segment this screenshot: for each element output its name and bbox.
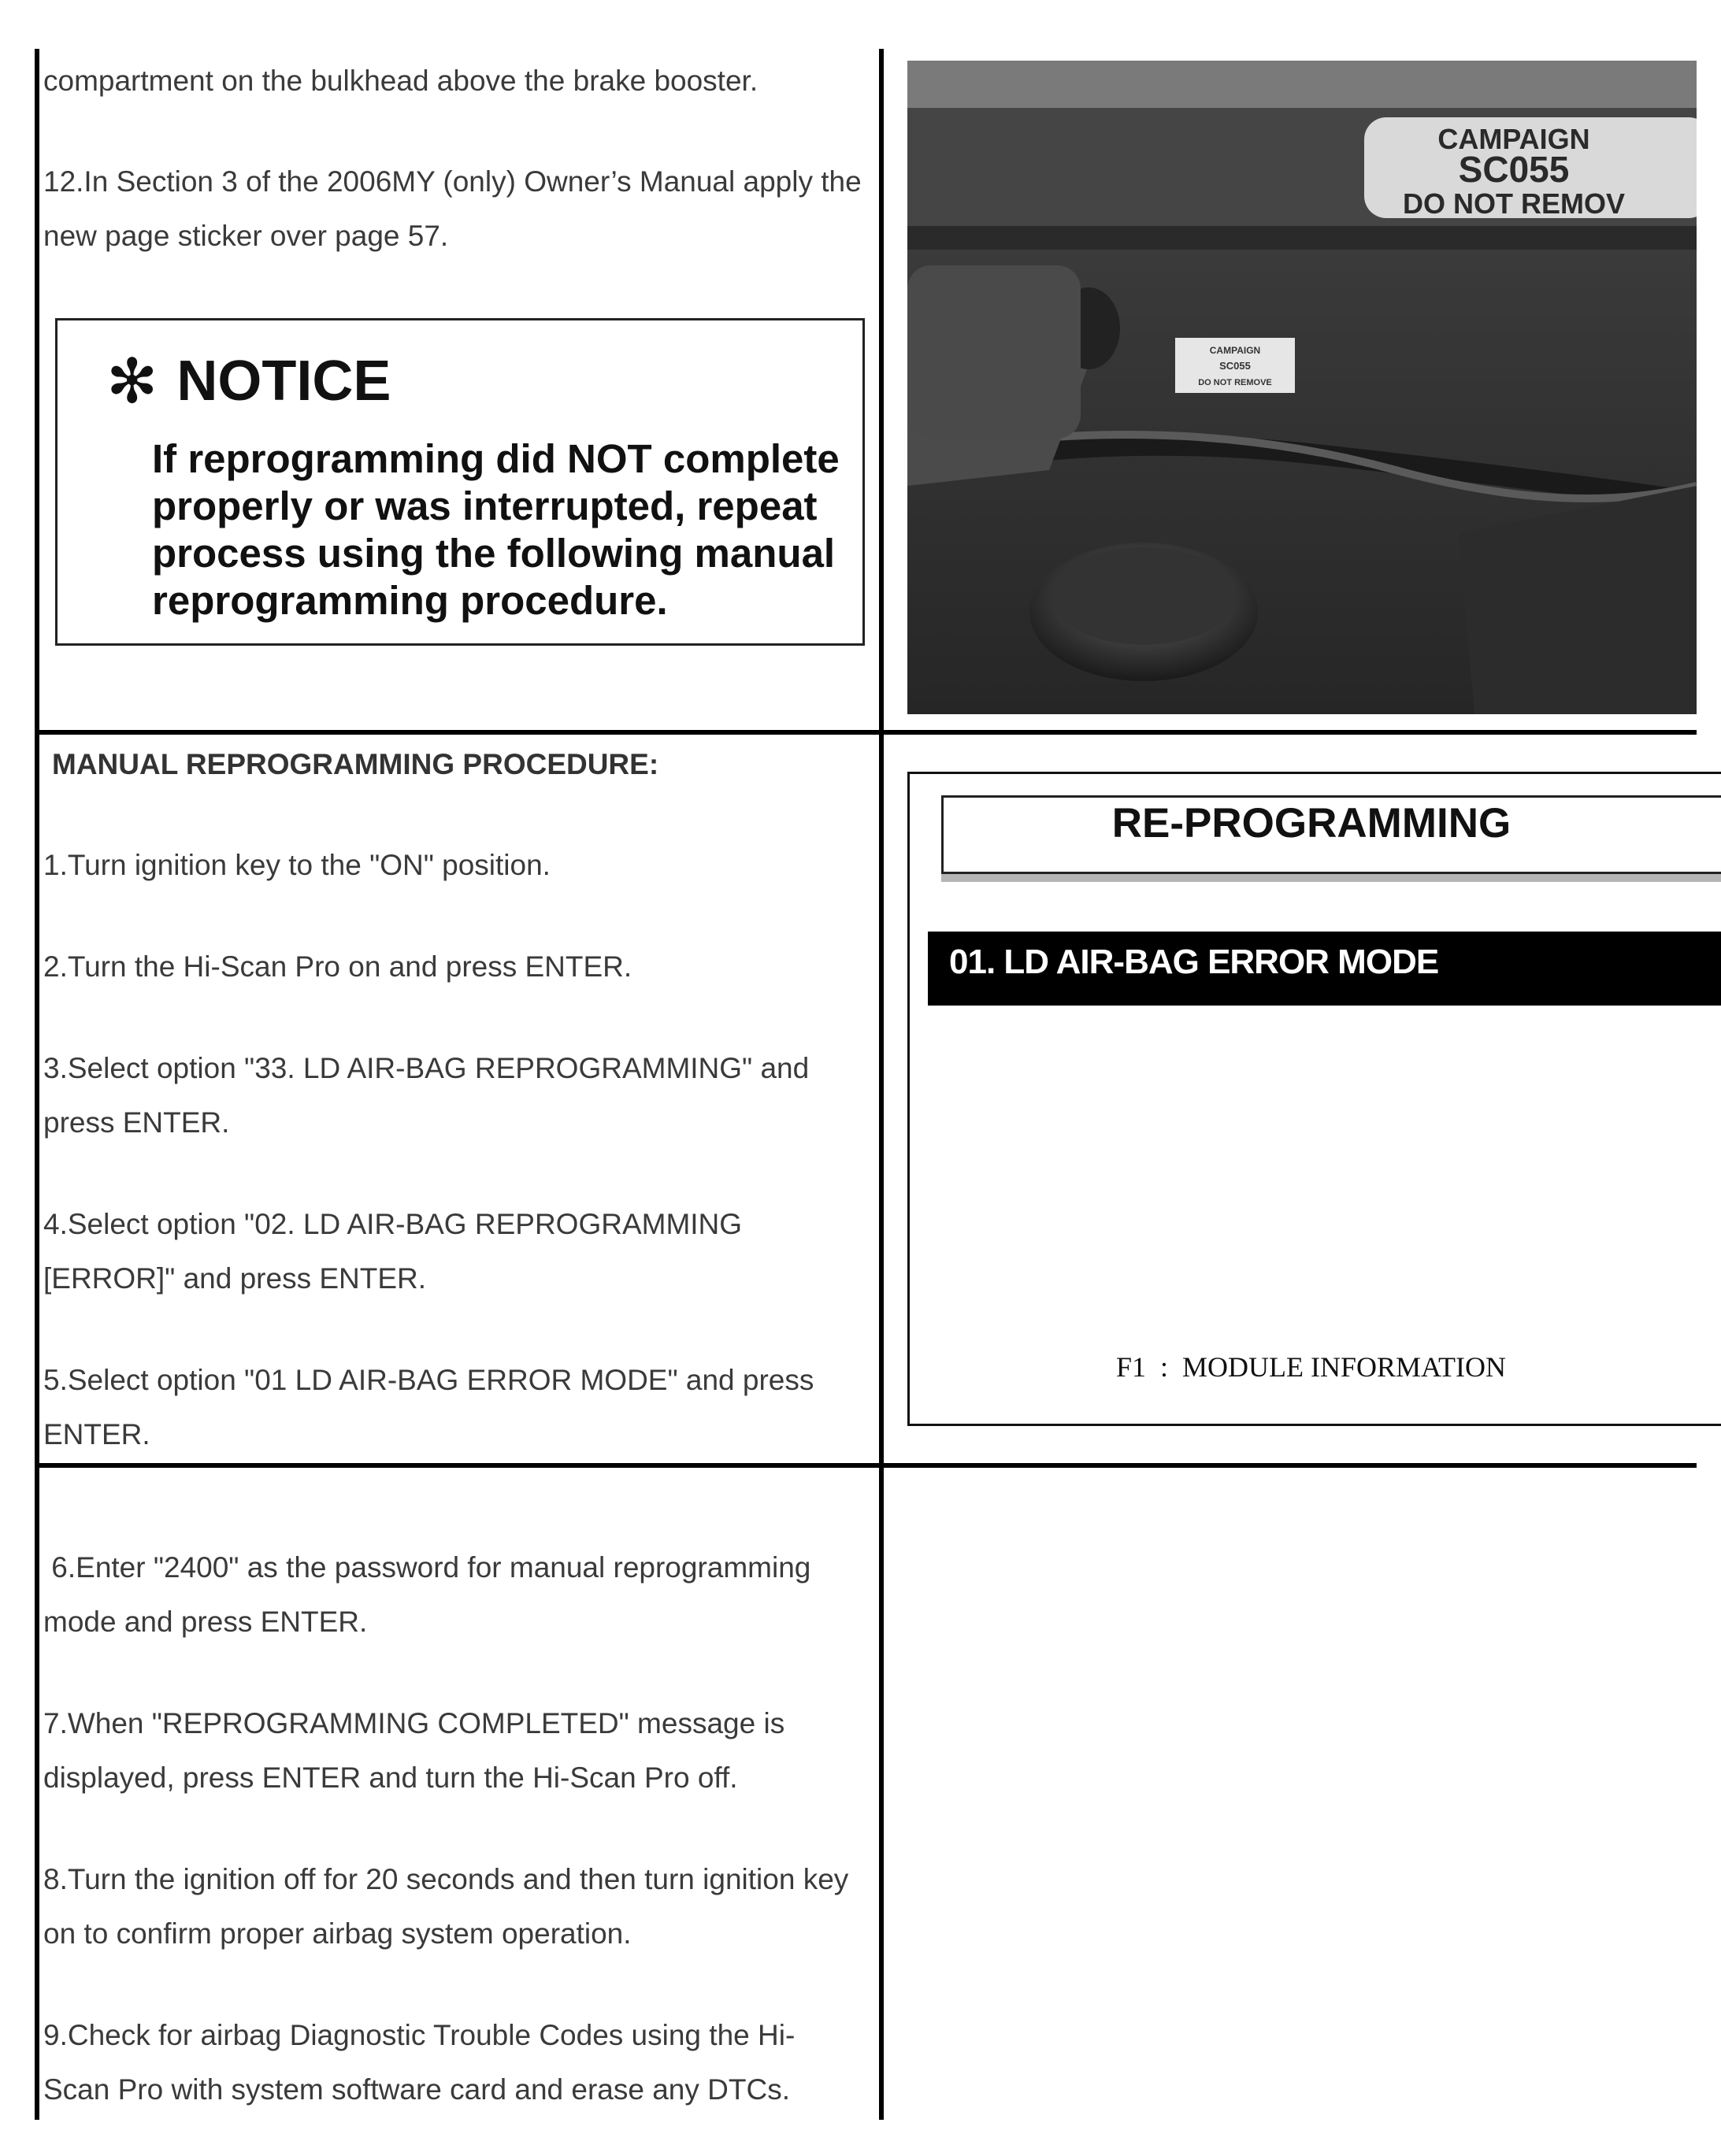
screen-footer: F1 : MODULE INFORMATION [1116,1351,1507,1383]
asterisk-icon: ✻ [106,346,158,416]
step5-line2: ENTER. [43,1418,150,1450]
step6-line1: 6.Enter "2400" as the password for manual reprogramming [43,1551,811,1584]
big-sticker-line3: DO NOT REMOV [1402,187,1626,220]
notice-heading [106,346,391,416]
step7-line2: displayed, press ENTER and turn the Hi-Scan Pro off. [43,1761,738,1794]
step4-line1: 4.Select option "02. LD AIR-BAG REPROGRAMMING [43,1208,743,1240]
step8-line2: on to confirm proper airbag system operation. [43,1917,632,1950]
notice-title: NOTICE [176,350,391,413]
small-sticker-line1: CAMPAIGN [1209,345,1261,356]
big-sticker-line1: CAMPAIGN [1437,123,1590,155]
small-sticker-line2: SC055 [1219,360,1251,372]
notice-box [55,318,865,646]
small-sticker-line3: DO NOT REMOVE [1198,378,1272,387]
table-center-divider [879,49,884,2120]
step6-line2: mode and press ENTER. [43,1606,368,1638]
step4-line2: [ERROR]" and press ENTER. [43,1262,427,1295]
notice-line: If reprogramming did NOT complete [152,436,840,481]
engine-bay-illustration [907,61,1697,714]
big-sticker-line2: SC055 [1458,149,1570,190]
table-left-border [35,49,39,2120]
step12-line1: 12.In Section 3 of the 2006MY (only) Owner’s Manual apply the [43,165,862,198]
intro-line: compartment on the bulkhead above the brake booster. [43,65,759,97]
step1: 1.Turn ignition key to the "ON" position. [43,849,551,881]
step12-line2: new page sticker over page 57. [43,220,449,252]
step9-line2: Scan Pro with system software card and erase any DTCs. [43,2073,790,2106]
step3-line2: press ENTER. [43,1106,230,1139]
notice-line: process using the following manual [152,531,836,576]
engine-bay-photo [907,61,1697,714]
step8-line1: 8.Turn the ignition off for 20 seconds and then turn ignition key [43,1863,849,1895]
row-divider-2 [35,1463,1697,1468]
notice-line: reprogramming procedure. [152,578,668,623]
step2: 2.Turn the Hi-Scan Pro on and press ENTER. [43,950,632,983]
selected-option: 01. LD AIR-BAG ERROR MODE [949,943,1439,981]
row-divider-1 [35,730,1697,735]
step9-line1: 9.Check for airbag Diagnostic Trouble Codes using the Hi- [43,2019,796,2051]
step5-line1: 5.Select option "01 LD AIR-BAG ERROR MODE" and press [43,1364,814,1396]
notice-line: properly or was interrupted, repeat [152,483,818,528]
step7-line1: 7.When "REPROGRAMMING COMPLETED" message is [43,1707,785,1739]
step3-line1: 3.Select option "33. LD AIR-BAG REPROGRAMMING" and [43,1052,810,1084]
procedure-title: MANUAL REPROGRAMMING PROCEDURE: [52,748,659,780]
notice-text [152,435,845,624]
screen-title: RE-PROGRAMMING [1111,800,1511,846]
